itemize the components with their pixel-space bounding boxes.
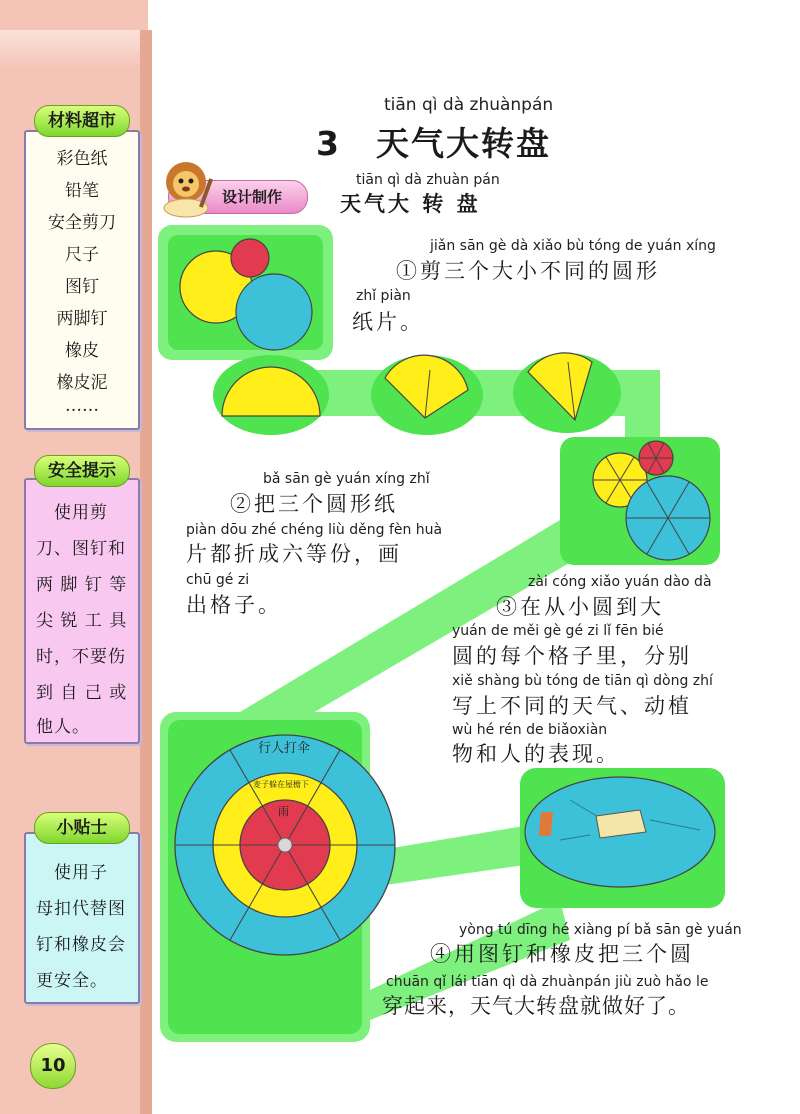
step2-pinyin-2: piàn dōu zhé chéng liù děng fèn huà xyxy=(186,522,443,538)
materials-title: 材料超市 xyxy=(34,105,130,137)
page-title: 3 天气大转盘 xyxy=(316,124,551,163)
step2-pinyin-1: bǎ sān gè yuán xíng zhǐ xyxy=(263,471,430,487)
step1-panel xyxy=(158,225,333,360)
material-item: 两脚钉 xyxy=(56,309,108,329)
step3-pinyin-1: zài cóng xiǎo yuán dào dà xyxy=(528,574,712,590)
section-pinyin: tiān qì dà zhuàn pán xyxy=(356,172,500,188)
step3-line-3: 写上不同的天气、动植 xyxy=(452,694,692,718)
step4-line-2: 穿起来，天气大转盘就做好了。 xyxy=(382,994,690,1018)
safety-line: 到 自 己 或 xyxy=(36,683,128,703)
step4-pinyin-2: chuān qǐ lái tiān qì dà zhuànpán jiù zuò hǎo le xyxy=(386,974,709,990)
title-pinyin: tiān qì dà zhuànpán xyxy=(384,95,554,115)
step3-panel xyxy=(160,712,395,1042)
wheel-inner-text: 雨 xyxy=(278,805,289,818)
section-heading: 天气大 转 盘 xyxy=(340,191,481,216)
material-item: …… xyxy=(65,396,99,416)
fold-sixths xyxy=(513,353,621,433)
step3-pinyin-2: yuán de měi gè gé zi lǐ fēn bié xyxy=(452,623,664,639)
step1-pinyin-2: zhǐ piàn xyxy=(356,288,411,304)
tips-line: 更安全。 xyxy=(36,971,108,991)
tips-box xyxy=(24,832,140,1004)
wheel-middle-text: 麦子躲在屋檐下 xyxy=(253,780,309,789)
tips-line: 钉和橡皮会 xyxy=(36,935,126,955)
safety-line: 他人。 xyxy=(36,717,90,737)
material-item: 安全剪刀 xyxy=(48,213,116,233)
safety-line: 两 脚 钉 等 xyxy=(36,575,128,595)
material-item: 橡皮 xyxy=(65,341,99,361)
step1-line-2: 纸片。 xyxy=(352,310,424,334)
page-number: 10 xyxy=(30,1043,76,1089)
material-item: 图钉 xyxy=(65,277,99,297)
step3-pinyin-3: xiě shàng bù tóng de tiān qì dòng zhí xyxy=(452,673,713,689)
step4-line-1: ④用图钉和橡皮把三个圆 xyxy=(430,942,694,966)
step3-line-4: 物和人的表现。 xyxy=(452,742,620,766)
lion-mascot-icon xyxy=(158,158,228,220)
tips-title: 小贴士 xyxy=(34,812,130,844)
step2-line-3: 出格子。 xyxy=(186,593,282,617)
step1-line-1: ①剪三个大小不同的圆形 xyxy=(396,259,660,283)
sidebar-edge xyxy=(140,30,152,1114)
safety-box xyxy=(24,478,140,744)
material-item: 铅笔 xyxy=(65,181,99,201)
step2-line-1: ②把三个圆形纸 xyxy=(230,492,398,516)
step4-pinyin-1: yòng tú dīng hé xiàng pí bǎ sān gè yuán xyxy=(459,922,742,938)
safety-line: 时，不要伤 xyxy=(36,647,126,667)
sidebar-top-strip xyxy=(0,30,140,70)
tips-line: 使用子 xyxy=(36,863,108,883)
safety-line: 尖 锐 工 具 xyxy=(36,611,128,631)
step2-pinyin-3: chū gé zi xyxy=(186,572,250,588)
step2-line-2: 片都折成六等份，画 xyxy=(186,542,402,566)
material-item: 彩色纸 xyxy=(56,149,108,169)
step3-pinyin-4: wù hé rén de biǎoxiàn xyxy=(452,722,608,738)
material-item: 橡皮泥 xyxy=(56,373,108,393)
step1-pinyin-1: jiǎn sān gè dà xiǎo bù tóng de yuán xíng xyxy=(430,238,716,254)
materials-box xyxy=(24,130,140,430)
step2-panel xyxy=(560,437,720,565)
tips-line: 母扣代替图 xyxy=(36,899,126,919)
section-label: 设计制作 xyxy=(222,188,283,206)
material-item: 尺子 xyxy=(65,245,99,265)
wheel-outer-text: 行人打伞 xyxy=(258,741,311,756)
fold-half xyxy=(213,355,329,435)
safety-line: 刀、图钉和 xyxy=(36,539,126,559)
safety-title: 安全提示 xyxy=(34,455,130,487)
safety-line: 使用剪 xyxy=(36,503,108,523)
step4-panel xyxy=(520,768,725,908)
step3-line-2: 圆的每个格子里，分别 xyxy=(452,644,692,668)
step3-line-1: ③在从小圆到大 xyxy=(496,595,664,619)
fold-thirds xyxy=(371,355,483,435)
